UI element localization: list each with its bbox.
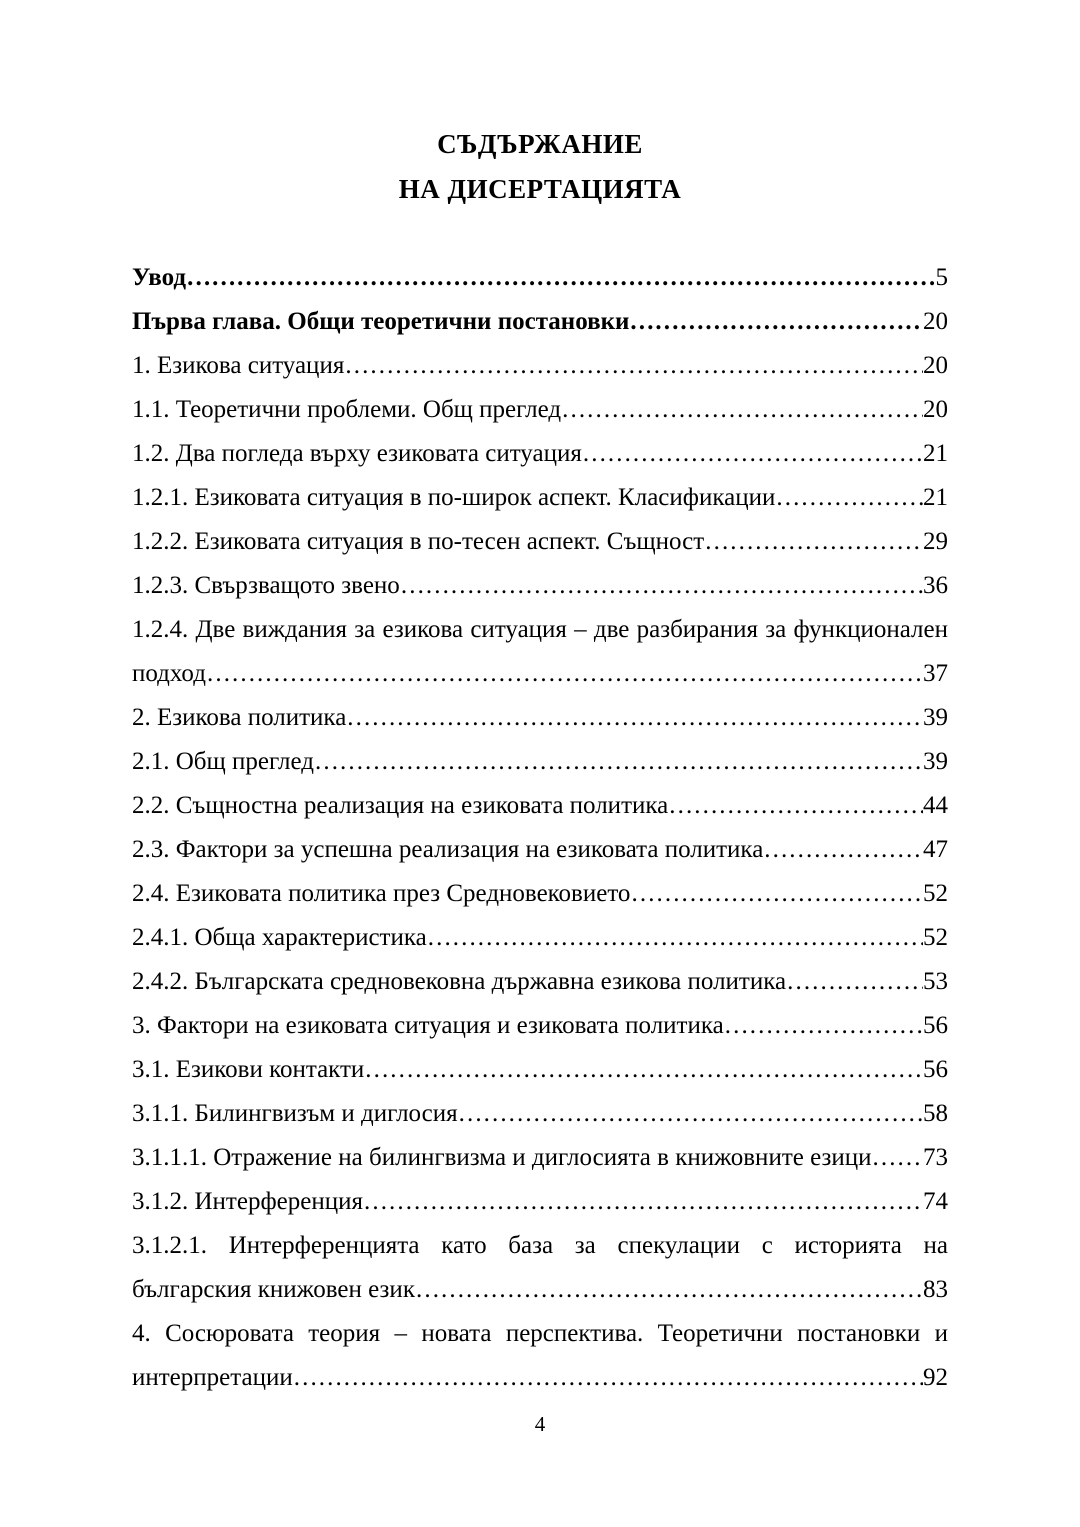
toc-entry-page: 56 [923,1012,948,1039]
toc-entry-line [132,740,948,784]
toc-entry-line [132,432,948,476]
toc-entry-page: 39 [923,748,948,775]
toc-entry-label: 2.1. Общ преглед [132,748,314,775]
toc-entry-label: 3.1.1. Билингвизъм и диглосия [132,1100,458,1127]
toc-entry-page: 21 [923,440,948,467]
toc-entry-page: 56 [923,1056,948,1083]
toc-entry-label: 2.3. Фактори за успешна реализация на езиковата политика [132,836,764,863]
dot-leader [582,432,923,476]
toc-entry-line [132,1268,948,1312]
toc-entry [132,256,948,300]
page-title [132,122,948,212]
toc-entry-line [132,520,948,564]
toc-entry-label: 2.4.2. Българската средновековна държавна езикова политика [132,968,787,995]
toc-entry [132,740,948,784]
toc-entry-label: 2.4.1. Обща характеристика [132,924,427,951]
dot-leader [775,476,923,520]
toc-entry-page: 20 [923,396,948,423]
toc-entry [132,1136,948,1180]
toc-entry-label: 3.1.1.1. Отражение на билингвизма и диглосията в книжовните езици [132,1144,872,1171]
dot-leader [704,520,923,564]
toc-entry-label: 2.2. Същностна реализация на езиковата политика [132,792,669,819]
dot-leader [346,696,923,740]
toc-entry-label: Първа глава. Общи теоретични постановки [132,308,630,335]
toc-entry-line [132,696,948,740]
page-number: 4 [534,1412,546,1436]
toc-entry [132,476,948,520]
toc-entry-line [132,1092,948,1136]
toc-entry-line [132,1136,948,1180]
title-line-2: НА ДИСЕРТАЦИЯТА [398,174,682,204]
toc-entry-line [132,784,948,828]
toc-entry-label: 3. Фактори на езиковата ситуация и езиковата политика [132,1012,724,1039]
toc-entry [132,564,948,608]
toc-entry-page: 5 [935,264,948,291]
toc-entry-line [132,960,948,1004]
toc-entry-label: подход [132,660,206,687]
toc-entry-label: 1. Езикова ситуация [132,352,345,379]
toc-entry-label: 1.2. Два погледа върху езиковата ситуация [132,440,582,467]
toc-entry-label: 1.2.3. Свързващото звено [132,572,400,599]
toc-entry-wrapped-text: 1.2.4. Две виждания за езикова ситуация – две разбирания за функционален [132,616,948,643]
toc-entry-page: 58 [923,1100,948,1127]
toc-entry-label: интерпретации [132,1364,293,1391]
toc-entry-wrapped-text: 4. Сосюровата теория – новата перспектива. Теоретични постановки и [132,1320,948,1347]
toc-entry-page: 52 [923,924,948,951]
toc-entry [132,872,948,916]
toc-entry-label: 1.1. Теоретични проблеми. Общ преглед [132,396,562,423]
toc-entry [132,1180,948,1224]
toc-entry-label: българския книжовен език [132,1276,415,1303]
toc-entry-page: 92 [923,1364,948,1391]
toc-entry [132,1224,948,1312]
toc-entry-label: 2.4. Езиковата политика през Средновековието [132,880,631,907]
toc-entry-label: 3.1.2. Интерференция [132,1188,363,1215]
toc-entry [132,608,948,696]
toc-entry [132,916,948,960]
toc-entry-line [132,1356,948,1400]
toc-entry-line [132,916,948,960]
toc-entry-label: 2. Езикова политика [132,704,347,731]
dot-leader [415,1268,923,1312]
table-of-contents [132,256,948,1400]
toc-entry-line [132,828,948,872]
toc-entry-label: 3.1. Езикови контакти [132,1056,365,1083]
dot-leader [314,740,923,784]
dot-leader [724,1004,923,1048]
dot-leader [363,1180,923,1224]
toc-entry-wrapped-text: 3.1.2.1. Интерференцията като база за спекулации с историята на [132,1232,948,1259]
toc-entry [132,432,948,476]
toc-entry-page: 29 [923,528,948,555]
toc-entry-line [132,300,948,344]
toc-entry-page: 37 [923,660,948,687]
toc-entry-page: 44 [923,792,948,819]
toc-entry-page: 53 [923,968,948,995]
toc-entry-page: 83 [923,1276,948,1303]
toc-entry-label: 1.2.1. Езиковата ситуация в по-широк аспект. Класификации [132,484,776,511]
toc-entry-line [132,388,948,432]
dot-leader [630,872,923,916]
toc-entry [132,1092,948,1136]
dot-leader [629,300,923,344]
toc-entry-line [132,1048,948,1092]
toc-entry-page: 20 [923,308,948,335]
title-line-1: СЪДЪРЖАНИЕ [437,129,643,159]
dot-leader [763,828,923,872]
toc-entry [132,784,948,828]
toc-entry [132,344,948,388]
toc-entry-page: 21 [923,484,948,511]
toc-entry-page: 52 [923,880,948,907]
toc-entry-line [132,344,948,388]
toc-entry-page: 73 [923,1144,948,1171]
dot-leader [786,960,923,1004]
toc-entry [132,300,948,344]
toc-entry [132,388,948,432]
dot-leader [206,652,923,696]
toc-entry-page: 39 [923,704,948,731]
toc-entry-line [132,1004,948,1048]
toc-entry [132,1048,948,1092]
toc-entry [132,520,948,564]
dot-leader [293,1356,923,1400]
toc-entry-page: 47 [923,836,948,863]
toc-entry [132,696,948,740]
toc-entry [132,1312,948,1400]
toc-entry-line [132,1180,948,1224]
dot-leader [400,564,923,608]
toc-entry-page: 36 [923,572,948,599]
toc-entry-label: Увод [132,264,187,291]
dot-leader [344,344,923,388]
toc-entry [132,828,948,872]
dot-leader [364,1048,923,1092]
dot-leader [668,784,923,828]
toc-entry-line [132,652,948,696]
toc-entry-line [132,872,948,916]
dot-leader [561,388,923,432]
toc-entry-line [132,256,948,300]
dot-leader [458,1092,923,1136]
toc-entry [132,960,948,1004]
dot-leader [186,256,935,300]
toc-entry-page: 20 [923,352,948,379]
dot-leader [872,1136,923,1180]
toc-entry [132,1004,948,1048]
toc-entry-line [132,476,948,520]
toc-entry-line [132,564,948,608]
toc-entry-label: 1.2.2. Езиковата ситуация в по-тесен аспект. Същност [132,528,705,555]
toc-entry-page: 74 [923,1188,948,1215]
dot-leader [427,916,923,960]
